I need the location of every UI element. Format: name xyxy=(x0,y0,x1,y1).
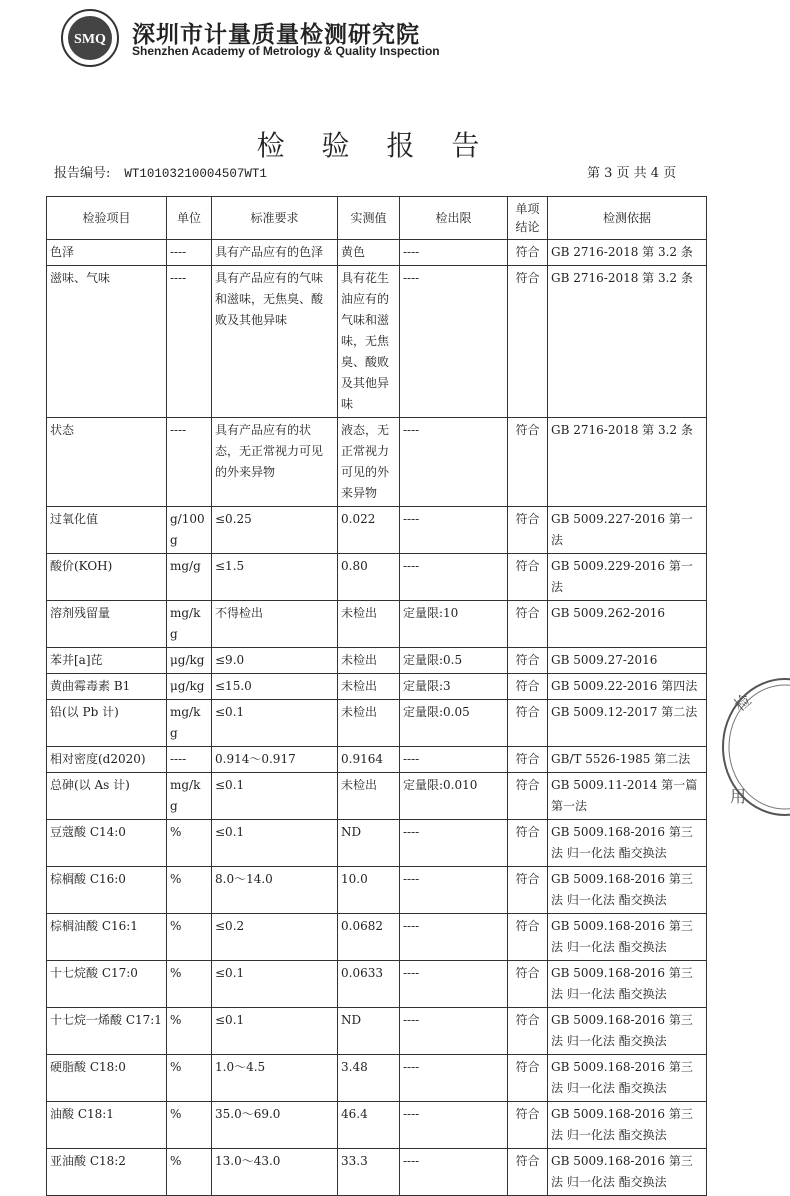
table-cell: 定量限:10 xyxy=(400,601,508,648)
table-cell: 符合 xyxy=(508,1055,548,1102)
report-title: 检 验 报 告 xyxy=(256,129,494,162)
table-row xyxy=(47,820,707,867)
table-cell: ND xyxy=(338,1008,400,1055)
table-header-row xyxy=(47,197,707,240)
table-cell: GB 5009.168-2016 第三法 归一化法 酯交换法 xyxy=(548,914,707,961)
table-cell: 符合 xyxy=(508,601,548,648)
table-cell: 黄色 xyxy=(338,240,400,266)
table-cell: 定量限:0.5 xyxy=(400,648,508,674)
table-cell: GB 5009.168-2016 第三法 归一化法 酯交换法 xyxy=(548,820,707,867)
table-cell: mg/g xyxy=(167,554,212,601)
column-header: 单位 xyxy=(167,197,212,240)
table-cell: % xyxy=(167,961,212,1008)
table-row xyxy=(47,1055,707,1102)
table-row xyxy=(47,507,707,554)
table-cell: GB 2716-2018 第 3.2 条 xyxy=(548,418,707,507)
table-row xyxy=(47,867,707,914)
table-cell: ≤0.25 xyxy=(212,507,338,554)
table-cell: 硬脂酸 C18:0 xyxy=(47,1055,167,1102)
table-cell: GB 5009.168-2016 第三法 归一化法 酯交换法 xyxy=(548,1008,707,1055)
table-cell: 46.4 xyxy=(338,1102,400,1149)
table-cell: 符合 xyxy=(508,914,548,961)
table-cell: mg/kg xyxy=(167,700,212,747)
table-cell: 符合 xyxy=(508,1149,548,1196)
table-cell: 符合 xyxy=(508,648,548,674)
table-cell: 0.914～0.917 xyxy=(212,747,338,773)
table-cell: 8.0～14.0 xyxy=(212,867,338,914)
table-cell: 溶剂残留量 xyxy=(47,601,167,648)
table-cell: GB 5009.168-2016 第三法 归一化法 酯交换法 xyxy=(548,1149,707,1196)
table-cell: GB 5009.168-2016 第三法 归一化法 酯交换法 xyxy=(548,867,707,914)
table-cell: ---- xyxy=(400,747,508,773)
table-cell: GB 2716-2018 第 3.2 条 xyxy=(548,266,707,418)
table-cell: 具有产品应有的气味和滋味，无焦臭、酸败及其他异味 xyxy=(212,266,338,418)
table-cell: 符合 xyxy=(508,820,548,867)
table-cell: 0.0633 xyxy=(338,961,400,1008)
table-cell: % xyxy=(167,1102,212,1149)
table-cell: 符合 xyxy=(508,674,548,700)
table-row xyxy=(47,1008,707,1055)
table-cell: ---- xyxy=(167,747,212,773)
org-header xyxy=(60,8,460,70)
table-cell: ---- xyxy=(400,914,508,961)
table-cell: 符合 xyxy=(508,747,548,773)
table-cell: 酸价(KOH) xyxy=(47,554,167,601)
table-cell: ---- xyxy=(400,507,508,554)
test-results-table xyxy=(46,196,707,1196)
table-cell: ---- xyxy=(167,240,212,266)
table-cell: ---- xyxy=(400,418,508,507)
table-row xyxy=(47,240,707,266)
table-cell: 亚油酸 C18:2 xyxy=(47,1149,167,1196)
table-cell: GB 5009.12-2017 第二法 xyxy=(548,700,707,747)
table-cell: 未检出 xyxy=(338,648,400,674)
table-cell: 未检出 xyxy=(338,773,400,820)
table-cell: 符合 xyxy=(508,867,548,914)
table-row xyxy=(47,914,707,961)
table-cell: 0.80 xyxy=(338,554,400,601)
table-cell: ---- xyxy=(400,266,508,418)
table-cell: 十七烷一烯酸 C17:1 xyxy=(47,1008,167,1055)
table-cell: mg/kg xyxy=(167,773,212,820)
table-cell: 0.9164 xyxy=(338,747,400,773)
table-row xyxy=(47,266,707,418)
table-cell: ---- xyxy=(400,1149,508,1196)
table-cell: 苯并[a]芘 xyxy=(47,648,167,674)
table-cell: ---- xyxy=(400,961,508,1008)
table-cell: GB 5009.227-2016 第一法 xyxy=(548,507,707,554)
table-cell: ≤0.1 xyxy=(212,773,338,820)
table-cell: ≤0.2 xyxy=(212,914,338,961)
table-row xyxy=(47,674,707,700)
table-cell: 符合 xyxy=(508,266,548,418)
table-cell: ---- xyxy=(400,1008,508,1055)
table-cell: 油酸 C18:1 xyxy=(47,1102,167,1149)
inspection-seal-stamp xyxy=(710,672,790,822)
table-cell: ---- xyxy=(400,867,508,914)
table-row xyxy=(47,747,707,773)
table-cell: 铅(以 Pb 计) xyxy=(47,700,167,747)
table-cell: 棕榈油酸 C16:1 xyxy=(47,914,167,961)
table-cell: ---- xyxy=(400,820,508,867)
table-cell: 未检出 xyxy=(338,700,400,747)
table-cell: 液态，无正常视力可见的外来异物 xyxy=(338,418,400,507)
table-cell: 总砷(以 As 计) xyxy=(47,773,167,820)
table-row xyxy=(47,418,707,507)
table-cell: mg/kg xyxy=(167,601,212,648)
table-cell: 不得检出 xyxy=(212,601,338,648)
smq-logo-icon xyxy=(60,8,120,68)
table-cell: ≤0.1 xyxy=(212,820,338,867)
table-cell: ---- xyxy=(167,418,212,507)
table-cell: 10.0 xyxy=(338,867,400,914)
table-cell: 棕榈酸 C16:0 xyxy=(47,867,167,914)
table-cell: 具有花生油应有的气味和滋味，无焦臭、酸败及其他异味 xyxy=(338,266,400,418)
table-cell: 具有产品应有的色泽 xyxy=(212,240,338,266)
table-cell: 33.3 xyxy=(338,1149,400,1196)
report-number-line xyxy=(54,162,267,181)
table-cell: 1.0～4.5 xyxy=(212,1055,338,1102)
table-cell: 黄曲霉毒素 B1 xyxy=(47,674,167,700)
svg-text:用: 用 xyxy=(730,787,747,806)
table-cell: 0.0682 xyxy=(338,914,400,961)
table-cell: 13.0～43.0 xyxy=(212,1149,338,1196)
table-cell: ---- xyxy=(400,1102,508,1149)
table-cell: 0.022 xyxy=(338,507,400,554)
table-cell: 符合 xyxy=(508,418,548,507)
table-cell: 符合 xyxy=(508,773,548,820)
table-cell: ---- xyxy=(400,554,508,601)
table-cell: GB 5009.262-2016 xyxy=(548,601,707,648)
table-row xyxy=(47,554,707,601)
column-header: 标准要求 xyxy=(212,197,338,240)
table-cell: GB 5009.229-2016 第一法 xyxy=(548,554,707,601)
table-cell: 定量限:0.010 xyxy=(400,773,508,820)
table-cell: 相对密度(d2020) xyxy=(47,747,167,773)
table-cell: GB 5009.168-2016 第三法 归一化法 酯交换法 xyxy=(548,961,707,1008)
table-cell: % xyxy=(167,867,212,914)
table-cell: 符合 xyxy=(508,1102,548,1149)
table-cell: 过氧化值 xyxy=(47,507,167,554)
table-row xyxy=(47,601,707,648)
table-cell: μg/kg xyxy=(167,674,212,700)
table-cell: GB/T 5526-1985 第二法 xyxy=(548,747,707,773)
column-header: 检验项目 xyxy=(47,197,167,240)
table-cell: 符合 xyxy=(508,240,548,266)
table-cell: GB 5009.22-2016 第四法 xyxy=(548,674,707,700)
table-cell: 具有产品应有的状态，无正常视力可见的外来异物 xyxy=(212,418,338,507)
svg-text:检: 检 xyxy=(730,690,755,716)
column-header: 检测依据 xyxy=(548,197,707,240)
table-cell: 定量限:3 xyxy=(400,674,508,700)
table-cell: ---- xyxy=(400,240,508,266)
table-cell: 色泽 xyxy=(47,240,167,266)
table-cell: 十七烷酸 C17:0 xyxy=(47,961,167,1008)
table-cell: GB 5009.168-2016 第三法 归一化法 酯交换法 xyxy=(548,1102,707,1149)
report-number-label: 报告编号: xyxy=(54,166,111,181)
table-cell: 定量限:0.05 xyxy=(400,700,508,747)
table-cell: 符合 xyxy=(508,554,548,601)
table-cell: ≤0.1 xyxy=(212,1008,338,1055)
svg-text:SMQ: SMQ xyxy=(74,32,106,47)
table-cell: 3.48 xyxy=(338,1055,400,1102)
table-row xyxy=(47,961,707,1008)
table-cell: 状态 xyxy=(47,418,167,507)
table-cell: 符合 xyxy=(508,961,548,1008)
table-row xyxy=(47,648,707,674)
table-cell: 符合 xyxy=(508,700,548,747)
table-cell: % xyxy=(167,1008,212,1055)
table-cell: % xyxy=(167,1055,212,1102)
table-cell: g/100g xyxy=(167,507,212,554)
table-cell: 符合 xyxy=(508,507,548,554)
table-cell: % xyxy=(167,1149,212,1196)
page-indicator: 第 3 页 共 4 页 xyxy=(587,166,677,181)
table-cell: ≤9.0 xyxy=(212,648,338,674)
table-cell: 滋味、气味 xyxy=(47,266,167,418)
table-cell: % xyxy=(167,914,212,961)
org-name-cn: 深圳市计量质量检测研究院 xyxy=(132,22,420,48)
report-number: WT10103210004507WT1 xyxy=(124,167,267,181)
table-cell: ---- xyxy=(400,1055,508,1102)
table-cell: ≤15.0 xyxy=(212,674,338,700)
table-cell: ND xyxy=(338,820,400,867)
table-cell: 未检出 xyxy=(338,674,400,700)
table-cell: 符合 xyxy=(508,1008,548,1055)
table-cell: % xyxy=(167,820,212,867)
table-row xyxy=(47,1149,707,1196)
table-cell: ≤0.1 xyxy=(212,700,338,747)
table-cell: ≤0.1 xyxy=(212,961,338,1008)
table-cell: GB 5009.11-2014 第一篇 第一法 xyxy=(548,773,707,820)
table-row xyxy=(47,773,707,820)
table-cell: 未检出 xyxy=(338,601,400,648)
column-header: 检出限 xyxy=(400,197,508,240)
table-row xyxy=(47,1102,707,1149)
table-row xyxy=(47,700,707,747)
column-header: 实测值 xyxy=(338,197,400,240)
org-name-en: Shenzhen Academy of Metrology & Quality Inspection xyxy=(132,44,440,58)
table-cell: GB 5009.168-2016 第三法 归一化法 酯交换法 xyxy=(548,1055,707,1102)
table-cell: μg/kg xyxy=(167,648,212,674)
table-cell: ≤1.5 xyxy=(212,554,338,601)
column-header: 单项 结论 xyxy=(508,197,548,240)
table-cell: ---- xyxy=(167,266,212,418)
table-cell: GB 5009.27-2016 xyxy=(548,648,707,674)
table-cell: GB 2716-2018 第 3.2 条 xyxy=(548,240,707,266)
table-cell: 35.0～69.0 xyxy=(212,1102,338,1149)
table-cell: 豆蔻酸 C14:0 xyxy=(47,820,167,867)
